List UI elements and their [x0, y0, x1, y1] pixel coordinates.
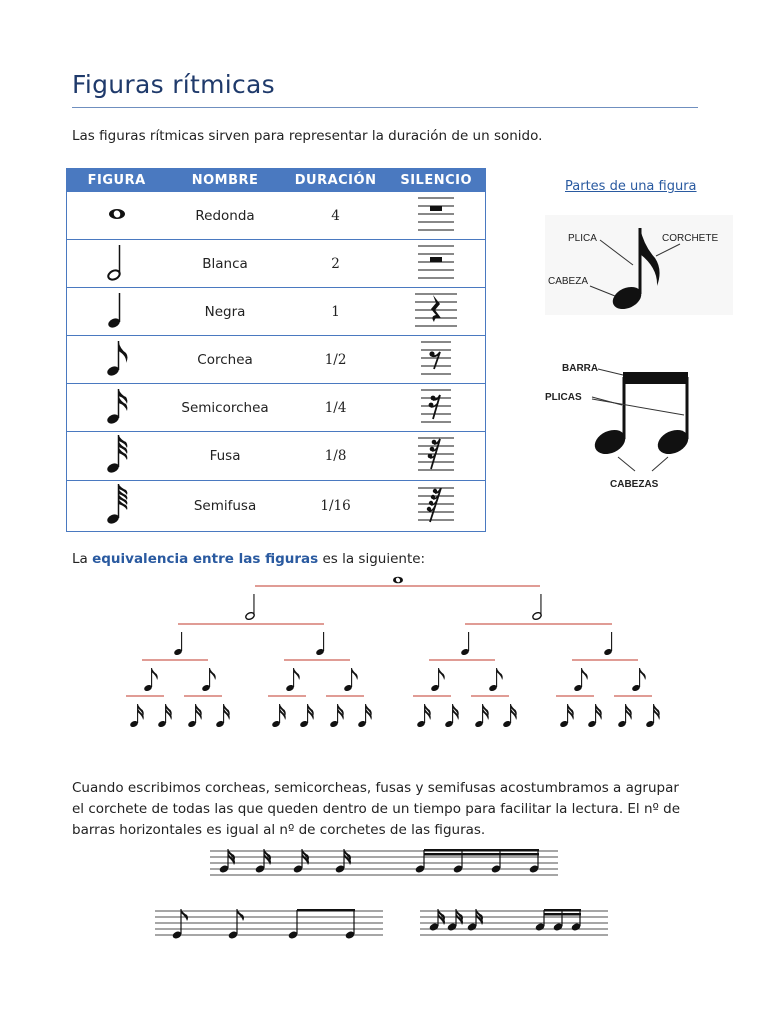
figure-name: Semicorchea — [166, 384, 283, 432]
figures-table — [66, 168, 486, 532]
figure-duration: 1/4 — [284, 384, 388, 432]
beam-icon — [544, 909, 581, 912]
figure-name: Corchea — [166, 336, 283, 384]
table-row — [67, 481, 486, 532]
note-parts-diagram — [540, 210, 740, 320]
header-figura: FIGURA — [67, 169, 167, 192]
label-plica: PLICA — [568, 233, 597, 244]
sixteenth-note-icon — [645, 704, 660, 728]
equivalence-suffix: es la siguiente: — [318, 551, 426, 567]
sixteenth-note-icon — [329, 704, 344, 728]
eighth-note-icon — [67, 336, 167, 384]
beam-icon — [424, 849, 539, 852]
sixteenth-note-icon — [357, 704, 372, 728]
staff-eighths-sixteenths — [210, 845, 560, 887]
figure-name: Redonda — [166, 192, 283, 240]
half-note-icon — [245, 594, 256, 621]
intro-text: Las figuras rítmicas sirven para representar la duración de un sonido. — [72, 128, 543, 144]
table-row — [67, 336, 486, 384]
sixteenth-note-icon — [299, 704, 314, 728]
equivalence-highlight: equivalencia entre las figuras — [92, 551, 319, 567]
sixteenth-rest-icon — [387, 384, 485, 432]
beam-icon — [544, 913, 581, 916]
sixteenth-note-icon — [129, 704, 144, 728]
label-cabezas: CABEZAS — [610, 479, 659, 490]
table-row — [67, 192, 486, 240]
eighth-note-icon — [488, 668, 503, 692]
figure-duration: 1/2 — [284, 336, 388, 384]
beaming-paragraph: Cuando escribimos corcheas, semicorcheas, fusas y semifusas acostumbramos a agrupar el corchete de todas las que queden dentro de un tiempo para facilitar la lectura. El nº de barras horizontales es igual al nº de corchetes de las figuras. — [72, 780, 681, 838]
eighth-note-icon — [343, 668, 358, 692]
figure-name: Negra — [166, 288, 283, 336]
quarter-rest-icon — [387, 288, 485, 336]
figure-duration: 2 — [284, 240, 388, 288]
table-row — [67, 432, 486, 481]
sixteenth-note-icon — [271, 704, 286, 728]
figure-duration: 1 — [284, 288, 388, 336]
quarter-note-icon — [460, 632, 470, 656]
eighth-note-icon — [430, 668, 445, 692]
figure-duration: 4 — [284, 192, 388, 240]
sixteenth-note-icon — [617, 704, 632, 728]
table-header-row — [67, 169, 486, 192]
beam-icon — [424, 853, 539, 856]
parts-title[interactable]: Partes de una figura — [565, 179, 697, 194]
whole-rest-icon — [387, 192, 485, 240]
half-rest-icon — [387, 240, 485, 288]
sixteenth-note-icon — [502, 704, 517, 728]
thirty-second-rest-icon — [387, 432, 485, 481]
whole-note-icon — [67, 192, 167, 240]
label-barra: BARRA — [562, 363, 599, 374]
equivalence-prefix: La — [72, 551, 93, 567]
equivalence-sentence — [72, 551, 425, 567]
label-corchete: CORCHETE — [662, 233, 719, 244]
table-row — [67, 288, 486, 336]
label-plicas: PLICAS — [545, 392, 582, 403]
sixteenth-note-icon — [215, 704, 230, 728]
table-row — [67, 384, 486, 432]
eighth-rest-icon — [387, 336, 485, 384]
beam-icon — [623, 372, 688, 384]
beam-icon — [297, 909, 355, 912]
staff-sixteenths — [420, 905, 610, 947]
half-note-icon — [532, 594, 543, 621]
quarter-note-icon — [603, 632, 613, 656]
quarter-note-icon — [67, 288, 167, 336]
figure-name: Fusa — [166, 432, 283, 481]
page-title: Figuras rítmicas — [72, 70, 276, 99]
quarter-note-icon — [173, 632, 183, 656]
sixteenth-note-icon — [416, 704, 431, 728]
beamed-notes-diagram — [540, 355, 740, 495]
sixteenth-note-icon — [474, 704, 489, 728]
note-equivalence-tree — [100, 572, 670, 742]
eighth-note-icon — [201, 668, 216, 692]
sixteenth-note-icon — [559, 704, 574, 728]
staff-eighths — [155, 905, 385, 947]
sixteenth-note-icon — [187, 704, 202, 728]
header-nombre: NOMBRE — [166, 169, 283, 192]
sixty-fourth-rest-icon — [387, 481, 485, 532]
eighth-note-icon — [631, 668, 646, 692]
half-note-icon — [67, 240, 167, 288]
sixteenth-note-icon — [157, 704, 172, 728]
whole-note-icon — [393, 577, 403, 584]
header-duracion: DURACIÓN — [284, 169, 388, 192]
eighth-note-icon — [285, 668, 300, 692]
eighth-note-icon — [573, 668, 588, 692]
eighth-note-icon — [143, 668, 158, 692]
sixteenth-note-icon — [587, 704, 602, 728]
quarter-note-icon — [315, 632, 325, 656]
label-cabeza: CABEZA — [548, 276, 589, 287]
figure-duration: 1/8 — [284, 432, 388, 481]
figure-duration: 1/16 — [284, 481, 388, 532]
sixteenth-note-icon — [444, 704, 459, 728]
sixty-fourth-note-icon — [67, 481, 167, 532]
table-row — [67, 240, 486, 288]
figure-name: Blanca — [166, 240, 283, 288]
thirty-second-note-icon — [67, 432, 167, 481]
header-silencio: SILENCIO — [387, 169, 485, 192]
title-divider — [72, 107, 698, 108]
figure-name: Semifusa — [166, 481, 283, 532]
sixteenth-note-icon — [67, 384, 167, 432]
